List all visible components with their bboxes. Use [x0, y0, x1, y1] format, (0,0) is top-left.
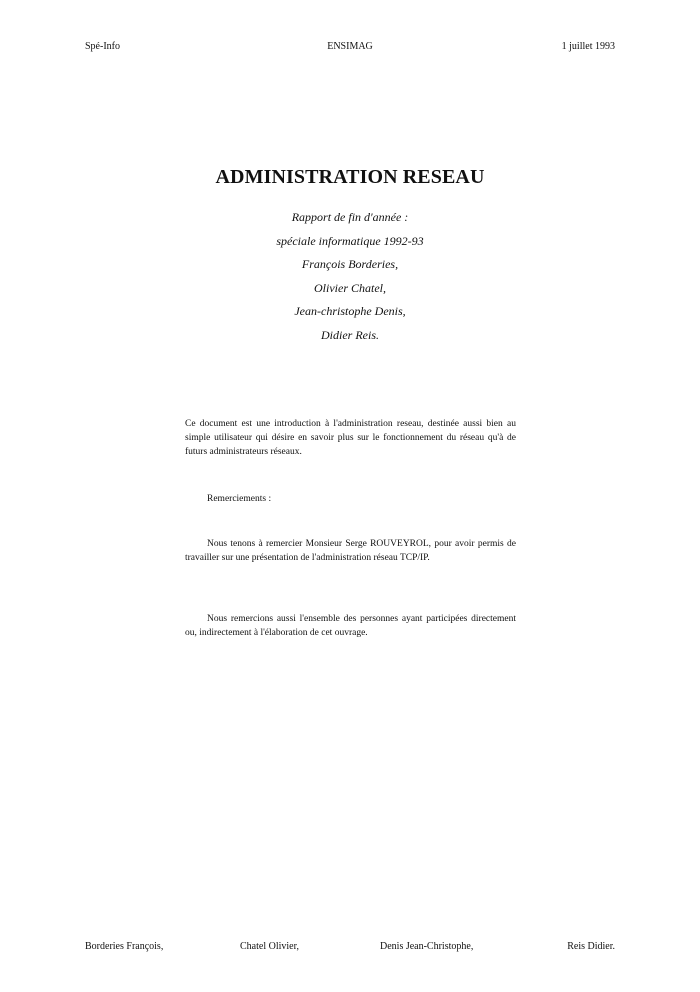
acknowledgements-paragraph: Nous remercions aussi l'ensemble des personnes ayant participées directement ou, indirectement à l'élaboration de cet ouvrage.	[185, 614, 516, 638]
author-line: Jean-christophe Denis,	[294, 304, 406, 318]
header-school: ENSIMAG	[327, 41, 373, 52]
footer-author: Borderies François,	[85, 941, 164, 952]
document-title: ADMINISTRATION RESEAU	[215, 166, 485, 188]
header-course: Spé-Info	[85, 41, 120, 52]
header-date: 1 juillet 1993	[561, 41, 615, 52]
intro-paragraph: Ce document est une introduction à l'administration reseau, destinée aussi bien au simple utilisateur qui désire en savoir plus sur le fonctionnement du réseau qu'à de futurs administrateurs réseaux.	[185, 419, 516, 457]
author-line: Olivier Chatel,	[314, 280, 386, 295]
acknowledgements-heading: Remerciements :	[207, 494, 272, 504]
subtitle-line: Rapport de fin d'année :	[291, 210, 409, 224]
subtitle-line: spéciale informatique 1992-93	[276, 233, 424, 248]
subtitle-block	[0, 206, 700, 347]
footer-author: Denis Jean-Christophe,	[380, 941, 474, 952]
author-line: François Borderies,	[301, 257, 399, 271]
author-line: Didier Reis.	[321, 327, 379, 342]
page-header	[85, 40, 615, 54]
footer-author: Chatel Olivier,	[240, 941, 300, 952]
footer-author: Reis Didier.	[567, 941, 615, 952]
acknowledgements-paragraph: Nous tenons à remercier Monsieur Serge ROUVEYROL, pour avoir permis de travailler sur une présentation de l'administration réseau TCP/IP.	[185, 539, 516, 563]
page-footer	[85, 940, 615, 954]
